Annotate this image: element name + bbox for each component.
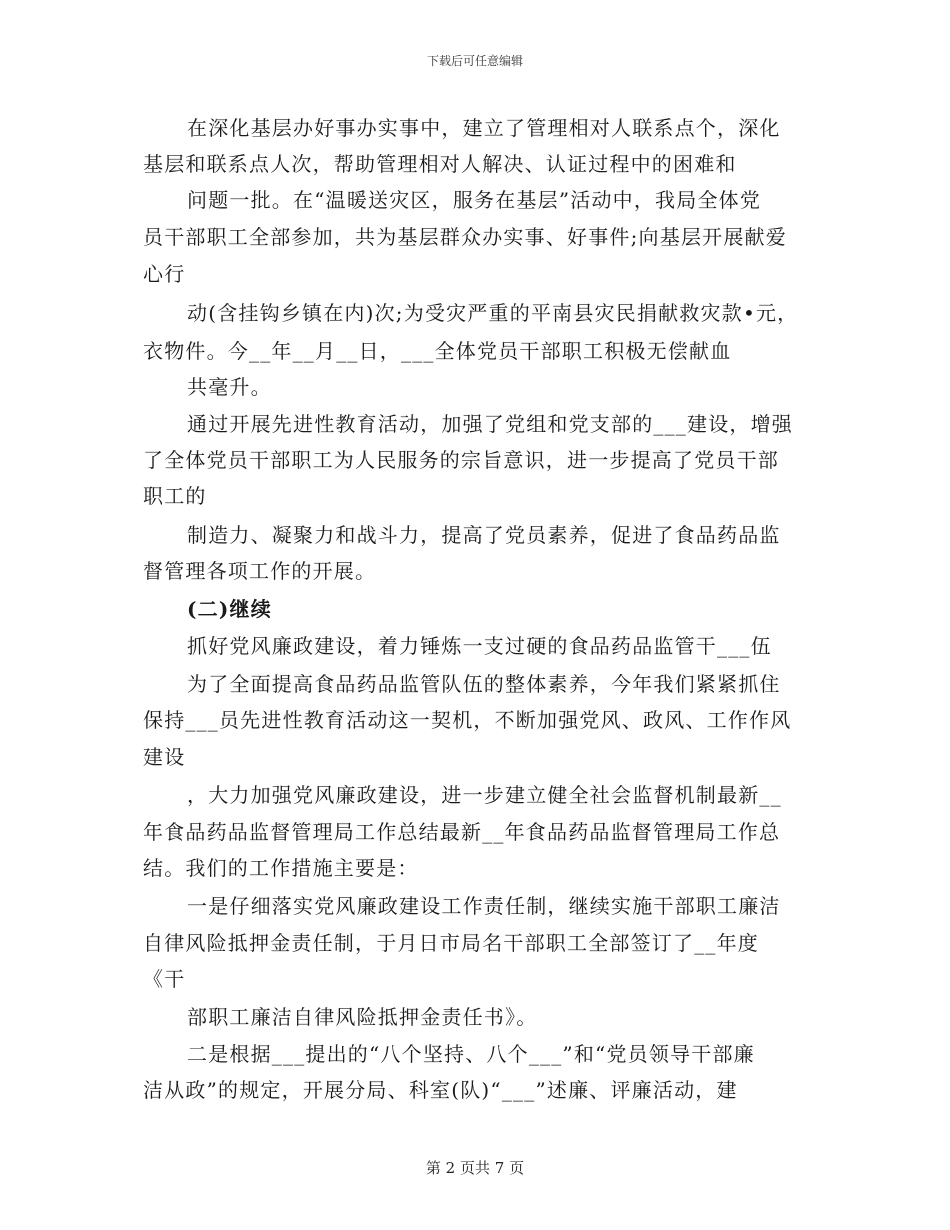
- body-line: 自律风险抵押金责任制，于月日市局名干部职工全部签订了__年度: [143, 931, 759, 955]
- body-line: 年食品药品监督管理局工作总结最新__年食品药品监督管理局工作总: [143, 820, 781, 844]
- section-heading: (二)继续: [187, 597, 272, 621]
- page-footer: 第 2 页共 7 页: [425, 1159, 525, 1177]
- body-line: 抓好党风廉政建设，着力锤炼一支过硬的食品药品监管干___伍: [187, 634, 772, 658]
- body-line: 衣物件。今__年__月__日，___全体党员干部职工积极无偿献血: [143, 339, 732, 363]
- body-line: 共毫升。: [187, 375, 272, 399]
- body-line: 基层和联系点人次，帮助管理相对人解决、认证过程中的困难和: [143, 152, 737, 176]
- body-line: 二是根据___提出的“八个坚持、八个___”和“党员领导干部廉: [187, 1042, 755, 1066]
- body-line: 员干部职工全部参加，共为基层群众办实事、好事件;向基层开展献爱: [143, 225, 787, 249]
- body-line: 心行: [143, 262, 186, 286]
- body-line: 为了全面提高食品药品监管队伍的整体素养，今年我们紧紧抓住: [187, 672, 781, 696]
- body-line: 结。我们的工作措施主要是：: [143, 856, 419, 880]
- body-line: 建设: [143, 745, 186, 769]
- body-line: 督管理各项工作的开展。: [143, 559, 377, 583]
- body-line: 通过开展先进性教育活动，加强了党组和党支部的___建设，增强: [187, 412, 793, 436]
- body-line: 动(含挂钩乡镇在内)次;为受灾严重的平南县灾民捐献救灾款•元，: [187, 301, 799, 325]
- body-line: 在深化基层办好事办实事中，建立了管理相对人联系点个，深化: [187, 116, 781, 140]
- body-line: 制造力、凝聚力和战斗力，提高了党员素养，促进了食品药品监: [187, 523, 781, 547]
- body-line: 问题一批。在“温暖送灾区，服务在基层”活动中，我局全体党: [187, 188, 762, 212]
- body-line: 部职工廉洁自律风险抵押金责任书》。: [187, 1005, 538, 1029]
- body-line: 保持___员先进性教育活动这一契机，不断加强党风、政风、工作作风: [143, 708, 792, 732]
- body-line: 一是仔细落实党风廉政建设工作责任制，继续实施干部职工廉洁: [187, 894, 781, 918]
- body-line: 《干: [143, 967, 186, 991]
- body-line: 了全体党员干部职工为人民服务的宗旨意识，进一步提高了党员干部: [143, 448, 779, 472]
- body-line: 职工的: [143, 484, 207, 508]
- page-header: 下载后可任意编辑: [426, 54, 523, 68]
- body-line: ，大力加强党风廉政建设，进一步建立健全社会监督机制最新__: [187, 783, 782, 807]
- body-line: 洁从政”的规定，开展分局、科室(队)“___”述廉、评廉活动，建: [143, 1078, 738, 1102]
